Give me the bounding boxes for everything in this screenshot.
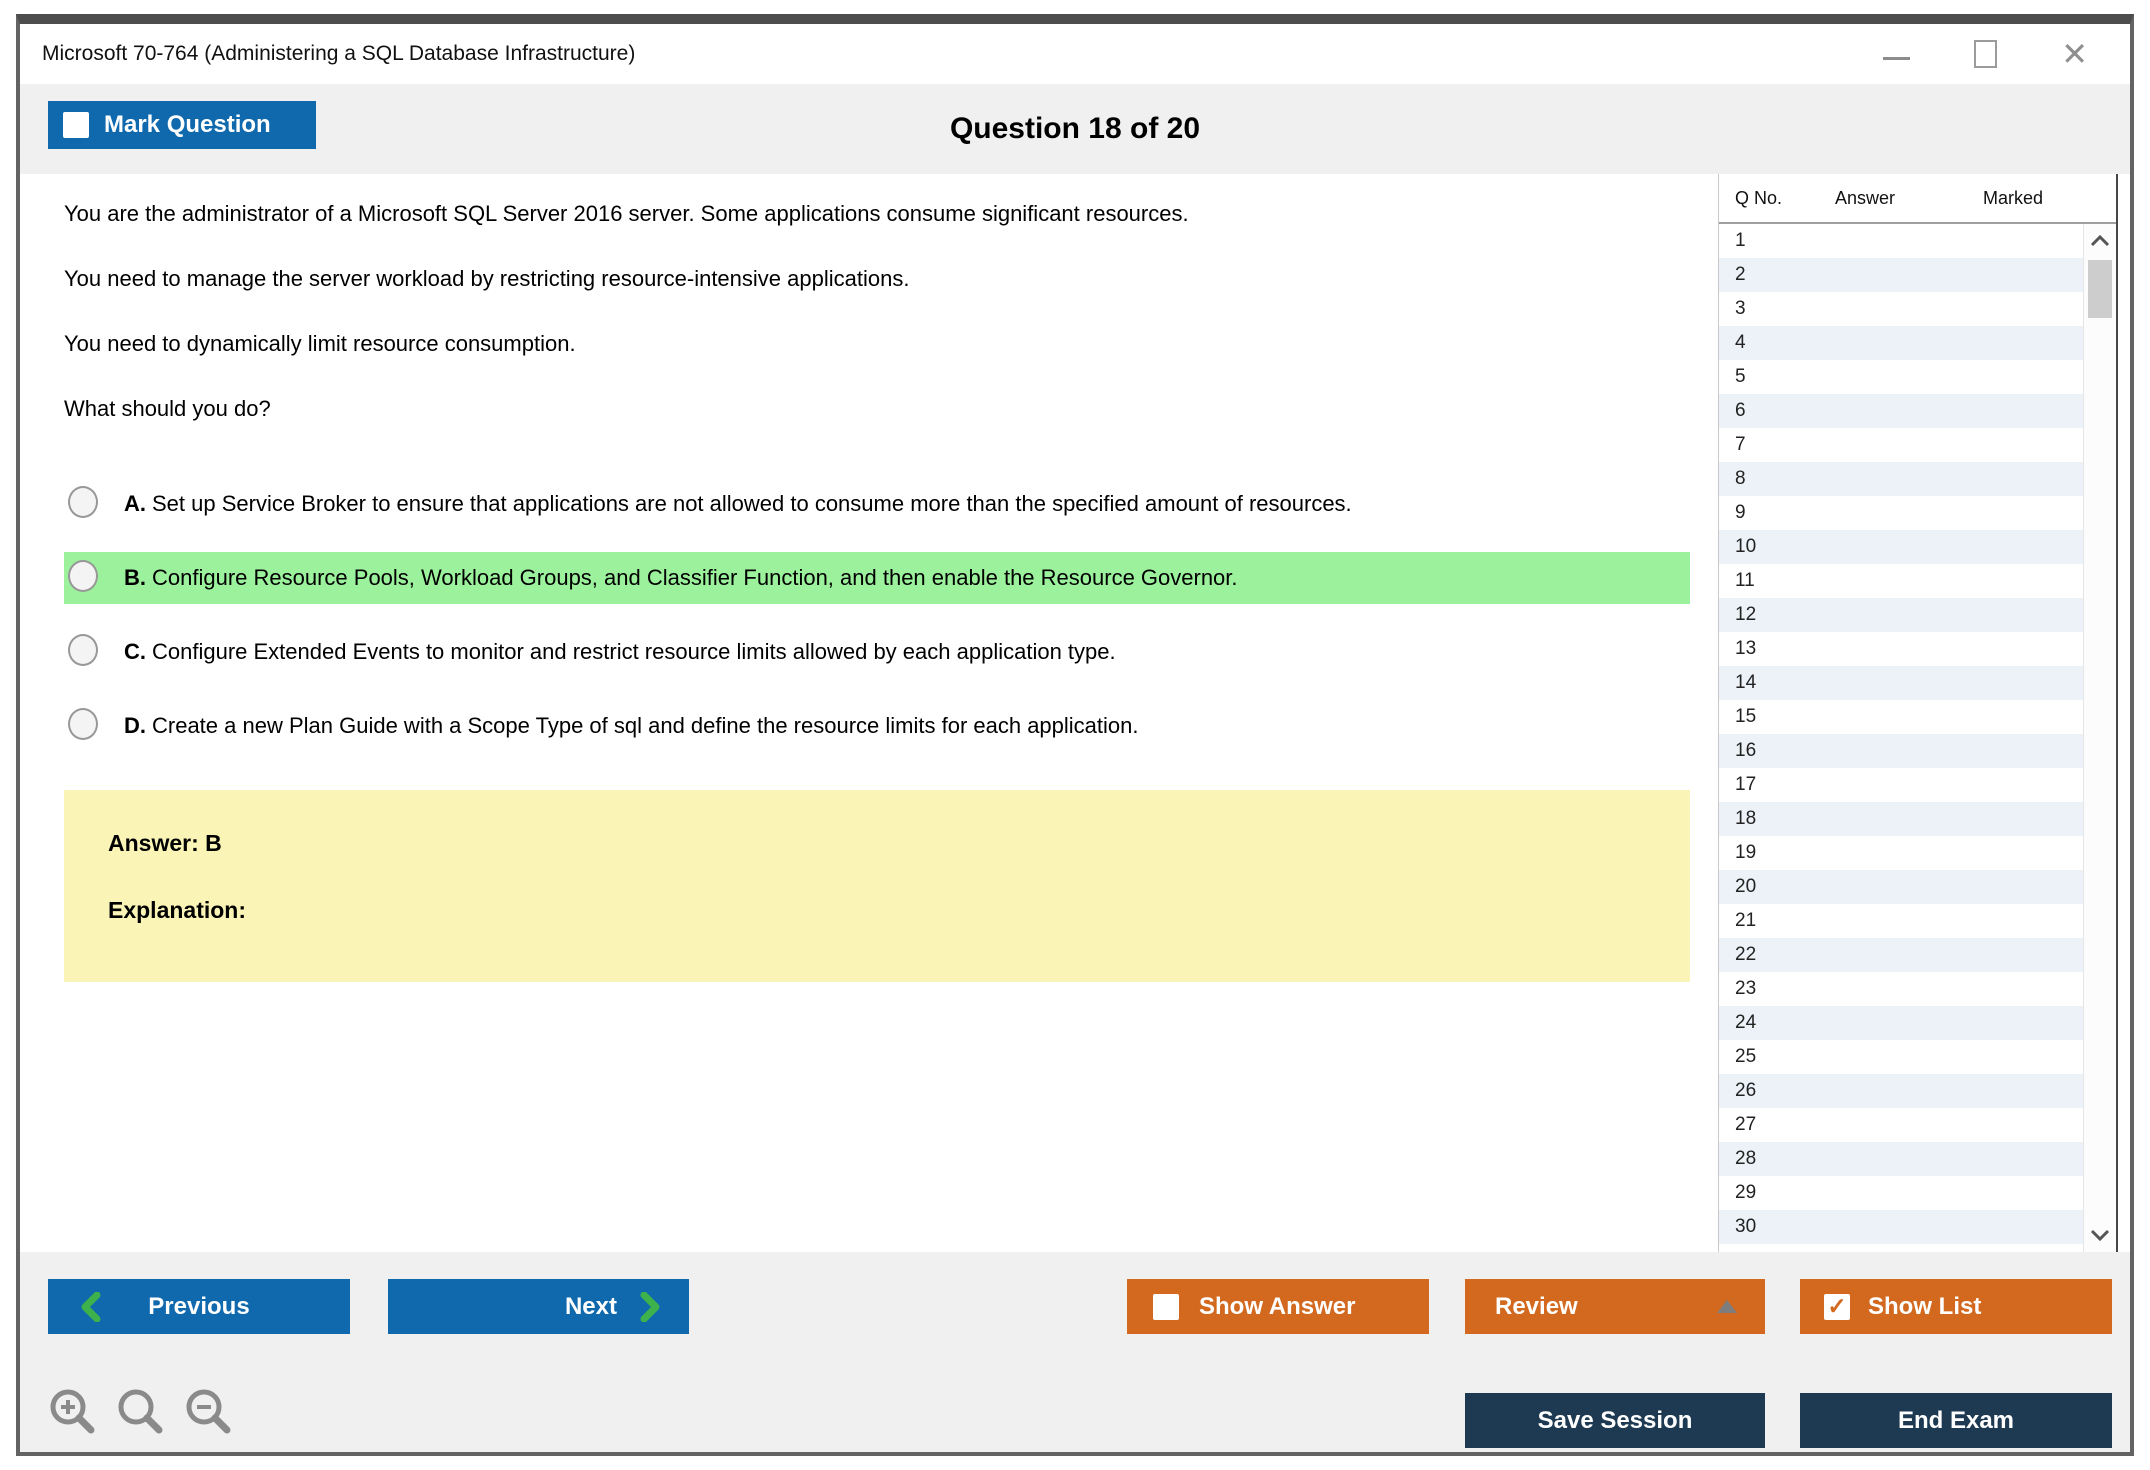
option-text xyxy=(124,708,1169,744)
question-number: 28 xyxy=(1735,1148,1757,1169)
question-list-row[interactable] xyxy=(1719,292,2083,326)
question-list-row[interactable] xyxy=(1719,938,2083,972)
option-text xyxy=(124,560,1268,596)
question-list-row[interactable] xyxy=(1719,904,2083,938)
review-button[interactable] xyxy=(1465,1279,1765,1334)
option-letter: D. xyxy=(124,713,146,738)
zoom-toolbar xyxy=(46,1386,236,1440)
question-list-row[interactable] xyxy=(1719,428,2083,462)
mark-question-label: Mark Question xyxy=(104,111,271,138)
question-number: 20 xyxy=(1735,876,1757,897)
maximize-icon[interactable] xyxy=(1974,40,1997,68)
column-answer: Answer xyxy=(1835,187,1896,208)
question-list-row[interactable] xyxy=(1719,360,2083,394)
question-counter: Question 18 of 20 xyxy=(949,112,1201,145)
window-controls xyxy=(1883,24,2088,84)
question-list-row[interactable] xyxy=(1719,224,2083,258)
question-number: 9 xyxy=(1735,502,1746,523)
show-answer-checkbox[interactable] xyxy=(1153,1294,1179,1320)
question-number: 19 xyxy=(1735,842,1757,863)
option-letter: A. xyxy=(124,491,146,516)
question-number: 1 xyxy=(1735,230,1746,251)
column-qno: Q No. xyxy=(1735,187,1783,208)
save-session-label: Save Session xyxy=(1537,1406,1693,1434)
end-exam-button[interactable] xyxy=(1800,1393,2112,1448)
question-list-row[interactable] xyxy=(1719,870,2083,904)
scrollbar[interactable] xyxy=(2083,224,2116,1252)
minimize-icon[interactable] xyxy=(1883,57,1910,60)
question-number: 15 xyxy=(1735,706,1757,727)
explanation-label: Explanation: xyxy=(108,897,247,923)
question-number: 8 xyxy=(1735,468,1746,489)
question-list-panel xyxy=(1718,174,2118,1252)
question-number: 29 xyxy=(1735,1182,1757,1203)
previous-label: Previous xyxy=(148,1292,250,1320)
question-number: 23 xyxy=(1735,978,1757,999)
question-list-row[interactable] xyxy=(1719,972,2083,1006)
option-text xyxy=(124,634,1146,670)
question-number: 10 xyxy=(1735,536,1757,557)
question-number: 3 xyxy=(1735,298,1746,319)
question-number: 18 xyxy=(1735,808,1757,829)
option-letter: B. xyxy=(124,565,146,590)
end-exam-label: End Exam xyxy=(1897,1406,2015,1434)
content-area xyxy=(20,174,2130,1252)
scroll-up-icon[interactable] xyxy=(2084,234,2116,248)
question-number: 16 xyxy=(1735,740,1757,761)
chevron-right-icon xyxy=(639,1292,661,1322)
question-list-row[interactable] xyxy=(1719,632,2083,666)
question-panel xyxy=(20,174,1718,1252)
question-number: 7 xyxy=(1735,434,1746,455)
option-body: Set up Service Broker to ensure that applications are not allowed to consume more than the specified amount of resources. xyxy=(152,491,1352,516)
question-list-row[interactable] xyxy=(1719,1006,2083,1040)
mark-question-button[interactable] xyxy=(48,101,316,149)
question-list-row[interactable] xyxy=(1719,836,2083,870)
question-paragraph: You need to manage the server workload by restricting resource-intensive applications. xyxy=(64,266,910,291)
question-list-row[interactable] xyxy=(1719,564,2083,598)
next-button[interactable] xyxy=(388,1279,689,1334)
show-list-button[interactable] xyxy=(1800,1279,2112,1334)
zoom-out-icon[interactable] xyxy=(182,1386,236,1440)
mark-question-checkbox[interactable] xyxy=(63,112,89,138)
question-list-row[interactable] xyxy=(1719,1176,2083,1210)
question-list-row[interactable] xyxy=(1719,1074,2083,1108)
question-paragraph: You are the administrator of a Microsoft SQL Server 2016 server. Some applications consume significant resources. xyxy=(64,201,1189,226)
question-number: 24 xyxy=(1735,1012,1757,1033)
chevron-left-icon xyxy=(80,1292,102,1322)
question-list-row[interactable] xyxy=(1719,496,2083,530)
option-body: Configure Resource Pools, Workload Groups, and Classifier Function, and then enable the Resource Governor. xyxy=(152,565,1238,590)
scrollbar-thumb[interactable] xyxy=(2088,260,2112,318)
question-list-row[interactable] xyxy=(1719,1142,2083,1176)
previous-button[interactable] xyxy=(48,1279,350,1334)
review-label: Review xyxy=(1495,1292,1578,1320)
radio-button-icon[interactable] xyxy=(68,486,98,518)
answer-option-b[interactable] xyxy=(64,552,1690,604)
save-session-button[interactable] xyxy=(1465,1393,1765,1448)
question-number: 5 xyxy=(1735,366,1746,387)
question-number: 22 xyxy=(1735,944,1757,965)
show-answer-label: Show Answer xyxy=(1199,1292,1356,1320)
question-paragraph: What should you do? xyxy=(64,396,271,421)
question-list-row[interactable] xyxy=(1719,326,2083,360)
question-list-row[interactable] xyxy=(1719,700,2083,734)
answer-option-a[interactable] xyxy=(64,478,1690,530)
answer-label: Answer: B xyxy=(108,830,222,856)
question-number: 12 xyxy=(1735,604,1757,625)
question-paragraph: You need to dynamically limit resource consumption. xyxy=(64,331,576,356)
option-letter: C. xyxy=(124,639,146,664)
question-list-row[interactable] xyxy=(1719,598,2083,632)
column-marked: Marked xyxy=(1983,187,2044,208)
question-number: 4 xyxy=(1735,332,1746,353)
radio-button-icon[interactable] xyxy=(68,634,98,666)
app-window xyxy=(16,14,2134,1456)
question-list-row[interactable] xyxy=(1719,1210,2083,1244)
triangle-up-icon xyxy=(1717,1300,1737,1313)
right-gap xyxy=(2118,174,2130,1252)
question-rows xyxy=(1719,224,2083,1252)
question-list-header xyxy=(1719,174,2116,224)
question-list-row[interactable] xyxy=(1719,802,2083,836)
answer-explanation-panel xyxy=(64,790,1690,982)
question-number: 26 xyxy=(1735,1080,1757,1101)
next-label: Next xyxy=(564,1292,617,1320)
show-answer-button[interactable] xyxy=(1127,1279,1429,1334)
title-bar xyxy=(20,24,2130,84)
footer-bar xyxy=(20,1252,2130,1452)
question-number: 25 xyxy=(1735,1046,1757,1067)
question-number: 17 xyxy=(1735,774,1757,795)
question-number: 30 xyxy=(1735,1216,1757,1237)
question-list-row[interactable] xyxy=(1719,394,2083,428)
close-icon[interactable]: ✕ xyxy=(2061,36,2088,72)
question-number: 27 xyxy=(1735,1114,1757,1135)
question-list xyxy=(1719,224,2116,1252)
window-title: Microsoft 70-764 (Administering a SQL Database Infrastructure) xyxy=(42,42,636,65)
question-list-row[interactable] xyxy=(1719,666,2083,700)
header-band xyxy=(20,84,2130,174)
option-body: Create a new Plan Guide with a Scope Type of sql and define the resource limits for each application. xyxy=(152,713,1139,738)
zoom-in-icon[interactable] xyxy=(46,1386,100,1440)
zoom-reset-icon[interactable] xyxy=(114,1386,168,1440)
answer-option-c[interactable] xyxy=(64,626,1690,678)
question-list-row[interactable] xyxy=(1719,734,2083,768)
question-list-row[interactable] xyxy=(1719,530,2083,564)
question-list-row[interactable] xyxy=(1719,258,2083,292)
radio-button-icon[interactable] xyxy=(68,708,98,740)
show-list-checkbox[interactable] xyxy=(1824,1294,1850,1320)
question-list-row[interactable] xyxy=(1719,1040,2083,1074)
question-number: 21 xyxy=(1735,910,1757,931)
question-list-row[interactable] xyxy=(1719,768,2083,802)
show-list-label: Show List xyxy=(1868,1292,1982,1320)
scroll-down-icon[interactable] xyxy=(2084,1228,2116,1242)
option-text xyxy=(124,486,1382,522)
radio-button-icon[interactable] xyxy=(68,560,98,592)
question-list-row[interactable] xyxy=(1719,462,2083,496)
question-number: 6 xyxy=(1735,400,1746,421)
question-number: 14 xyxy=(1735,672,1757,693)
question-list-row[interactable] xyxy=(1719,1108,2083,1142)
question-number: 13 xyxy=(1735,638,1757,659)
option-body: Configure Extended Events to monitor and restrict resource limits allowed by each application type. xyxy=(152,639,1116,664)
answer-option-d[interactable] xyxy=(64,700,1690,752)
question-number: 11 xyxy=(1735,570,1755,591)
question-number: 2 xyxy=(1735,264,1746,285)
